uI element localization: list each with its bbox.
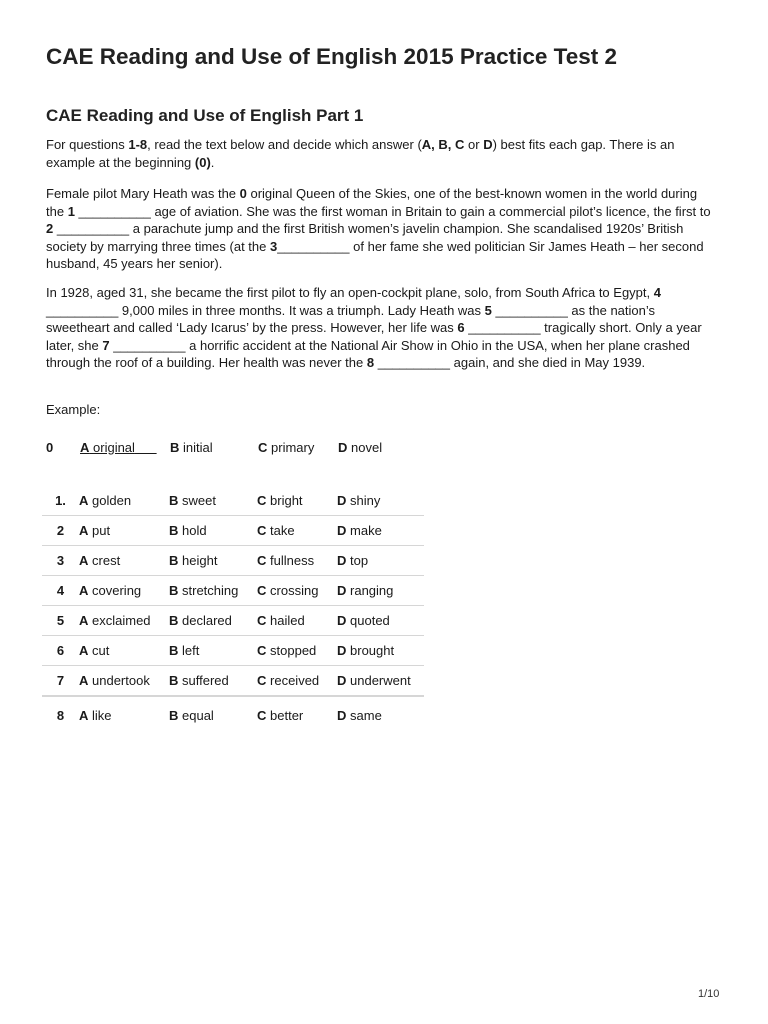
option-c: C better bbox=[257, 707, 304, 723]
option-a: A crest bbox=[79, 546, 169, 576]
option-a: A golden bbox=[79, 486, 169, 516]
option-b: B equal bbox=[169, 707, 214, 723]
option-d: D underwent bbox=[337, 666, 424, 697]
option-a: A cut bbox=[79, 636, 169, 666]
question-row bbox=[42, 606, 424, 636]
option-d: D make bbox=[337, 516, 424, 546]
option-a: A undertook bbox=[79, 666, 169, 697]
page-title: CAE Reading and Use of English 2015 Practice Test 2 bbox=[46, 44, 618, 69]
option-d: D same bbox=[337, 707, 382, 723]
question-row bbox=[42, 516, 424, 546]
option-b: B height bbox=[169, 546, 257, 576]
option-a: A put bbox=[79, 516, 169, 546]
text-paragraph-1: Female pilot Mary Heath was the 0 original Queen of the Skies, one of the best-known women in the world during the 1 __________ age of aviation. She was the first woman in Britain to gain a commercial pilot’s licence, the first to 2 __________ a parachute jump and the first British women’s javelin champion. She scandalised 1920s’ British society by marrying three times (at the 3__________ of her fame she wed politician Sir James Heath – her second husband, 45 years her senior). bbox=[46, 186, 711, 271]
question-number: 6 bbox=[42, 636, 79, 666]
question-number: 7 bbox=[42, 666, 79, 697]
option-a: A like bbox=[79, 707, 112, 723]
question-number: 5 bbox=[42, 606, 79, 636]
question-row bbox=[42, 546, 424, 576]
option-b: B left bbox=[169, 636, 257, 666]
question-number: 2 bbox=[42, 516, 79, 546]
example-option-b: B initial bbox=[170, 440, 213, 455]
option-c: C stopped bbox=[257, 636, 337, 666]
section-title: CAE Reading and Use of English Part 1 bbox=[46, 106, 364, 125]
page-number: 1/10 bbox=[698, 988, 720, 1000]
question-row bbox=[42, 636, 424, 666]
option-c: C hailed bbox=[257, 606, 337, 636]
example-number: 0 bbox=[46, 440, 54, 455]
option-c: C bright bbox=[257, 486, 337, 516]
example-row bbox=[46, 439, 446, 457]
option-b: B sweet bbox=[169, 486, 257, 516]
text-paragraph-2: In 1928, aged 31, she became the first pilot to fly an open-cockpit plane, solo, from South Africa to Egypt, 4 __________ 9,000 miles in three months. It was a triumph. Lady Heath was 5 __________ as the nation’s sweetheart and called ‘Lady Icarus’ by the press. However, her life was 6 __________ tragically short. Only a year later, she 7 __________ a horrific accident at the National Air Show in Ohio in the USA, when her plane crashed through the roof of a building. Her health was never the 8 __________ again, and she died in May 1939. bbox=[46, 285, 702, 370]
answer-options-table bbox=[42, 486, 424, 733]
option-b: B declared bbox=[169, 606, 257, 636]
question-row bbox=[42, 486, 424, 516]
option-b: B stretching bbox=[169, 576, 257, 606]
option-b: B suffered bbox=[169, 666, 257, 697]
option-c: C take bbox=[257, 516, 337, 546]
option-c: C received bbox=[257, 666, 337, 697]
question-number: 4 bbox=[42, 576, 79, 606]
question-row bbox=[42, 576, 424, 606]
question-row bbox=[42, 696, 424, 733]
option-c: C fullness bbox=[257, 546, 337, 576]
instructions: For questions 1-8, read the text below and decide which answer (A, B, C or D) best fits each gap. There is an example at the beginning (0). bbox=[46, 137, 675, 170]
example-option-a: A original bbox=[80, 440, 135, 455]
example-option-d: D novel bbox=[338, 440, 383, 455]
option-c: C crossing bbox=[257, 576, 337, 606]
question-number: 3 bbox=[42, 546, 79, 576]
option-d: D brought bbox=[337, 636, 424, 666]
question-row bbox=[42, 666, 424, 697]
option-a: A exclaimed bbox=[79, 606, 169, 636]
option-a: A covering bbox=[79, 576, 169, 606]
option-d: D top bbox=[337, 546, 424, 576]
option-d: D quoted bbox=[337, 606, 424, 636]
question-number: 8 bbox=[56, 707, 65, 723]
question-number: 1. bbox=[42, 486, 79, 516]
option-d: D ranging bbox=[337, 576, 424, 606]
example-option-c: C primary bbox=[258, 440, 315, 455]
option-d: D shiny bbox=[337, 486, 424, 516]
example-label: Example: bbox=[46, 402, 101, 417]
option-b: B hold bbox=[169, 516, 257, 546]
